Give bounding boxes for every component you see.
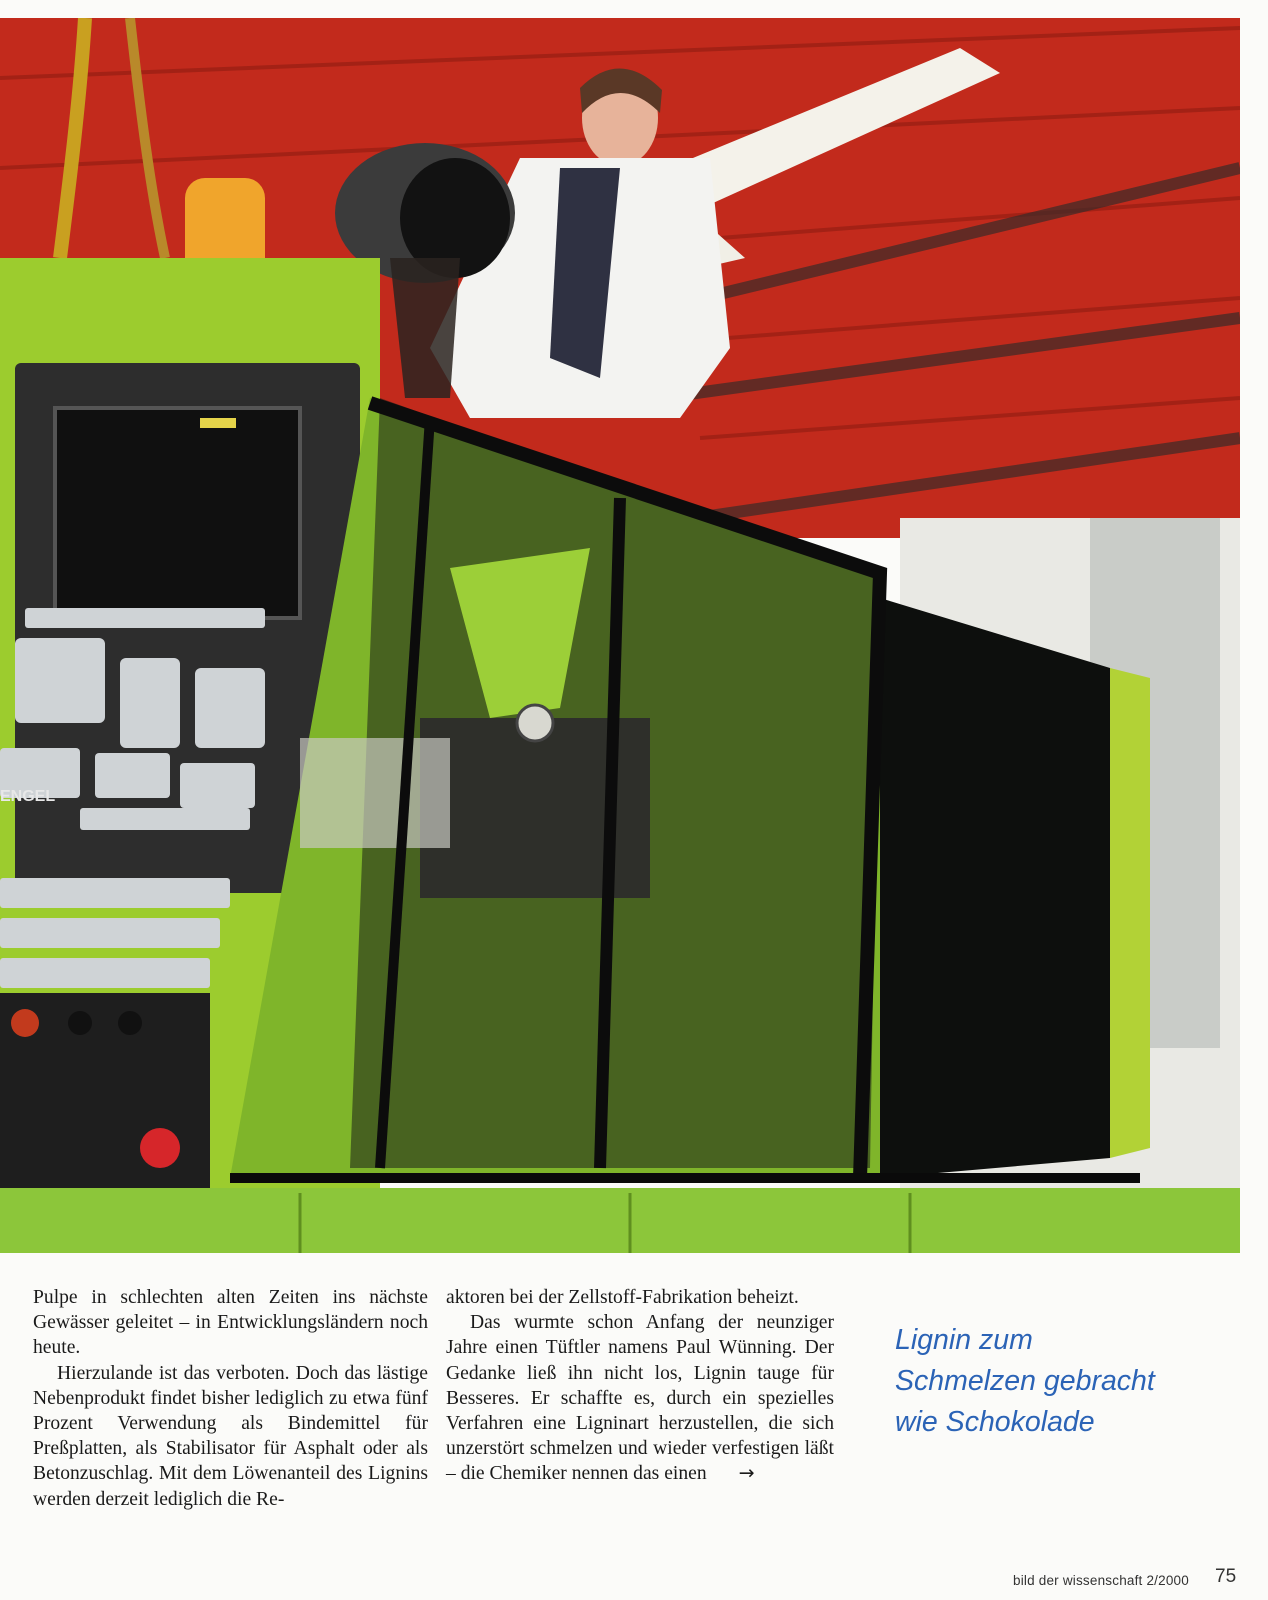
article-column-1 (33, 1285, 428, 1512)
paragraph: Hierzulande ist das verboten. Doch das lästige Nebenprodukt findet bisher lediglich zu etwa fünf Prozent Verwendung als Bindemittel für Preßplatten, als Stabilisator für Asphalt oder als Betonzuschlag. Mit dem Löwenanteil des Lignins werden derzeit lediglich die Re- (33, 1362, 428, 1510)
pullquote (895, 1320, 1225, 1443)
paragraph: Pulpe in schlechten alten Zeiten ins nächste Gewässer geleitet – in Entwicklungsländern noch heute. (33, 1287, 428, 1359)
machine-brand: ENGEL (0, 788, 56, 805)
paragraph (446, 1310, 834, 1486)
article-column-2 (446, 1285, 834, 1487)
paragraph-text: Das wurmte schon Anfang der neunziger Jahre einen Tüftler namens Paul Wünning. Der Gedanke ließ ihn nicht los, Lignin tauge für Besseres. Er schaffte es, durch ein spezielles Verfahren eine Ligninart herzustellen, die sich unzerstört schmelzen und wieder verfestigen läßt – die Chemiker nennen das einen (446, 1312, 834, 1485)
continue-arrow-icon: → (738, 1462, 755, 1485)
page-number: 75 (1215, 1566, 1237, 1587)
pullquote-line: Schmelzen gebracht (895, 1365, 1155, 1397)
pullquote-line: Lignin zum (895, 1324, 1033, 1356)
publication-footer: bild der wissenschaft 2/2000 (1013, 1573, 1189, 1588)
article-photo (0, 18, 1240, 1253)
pullquote-line: wie Schokolade (895, 1406, 1095, 1438)
paragraph: aktoren bei der Zellstoff-Fabrikation beheizt. (446, 1287, 799, 1308)
